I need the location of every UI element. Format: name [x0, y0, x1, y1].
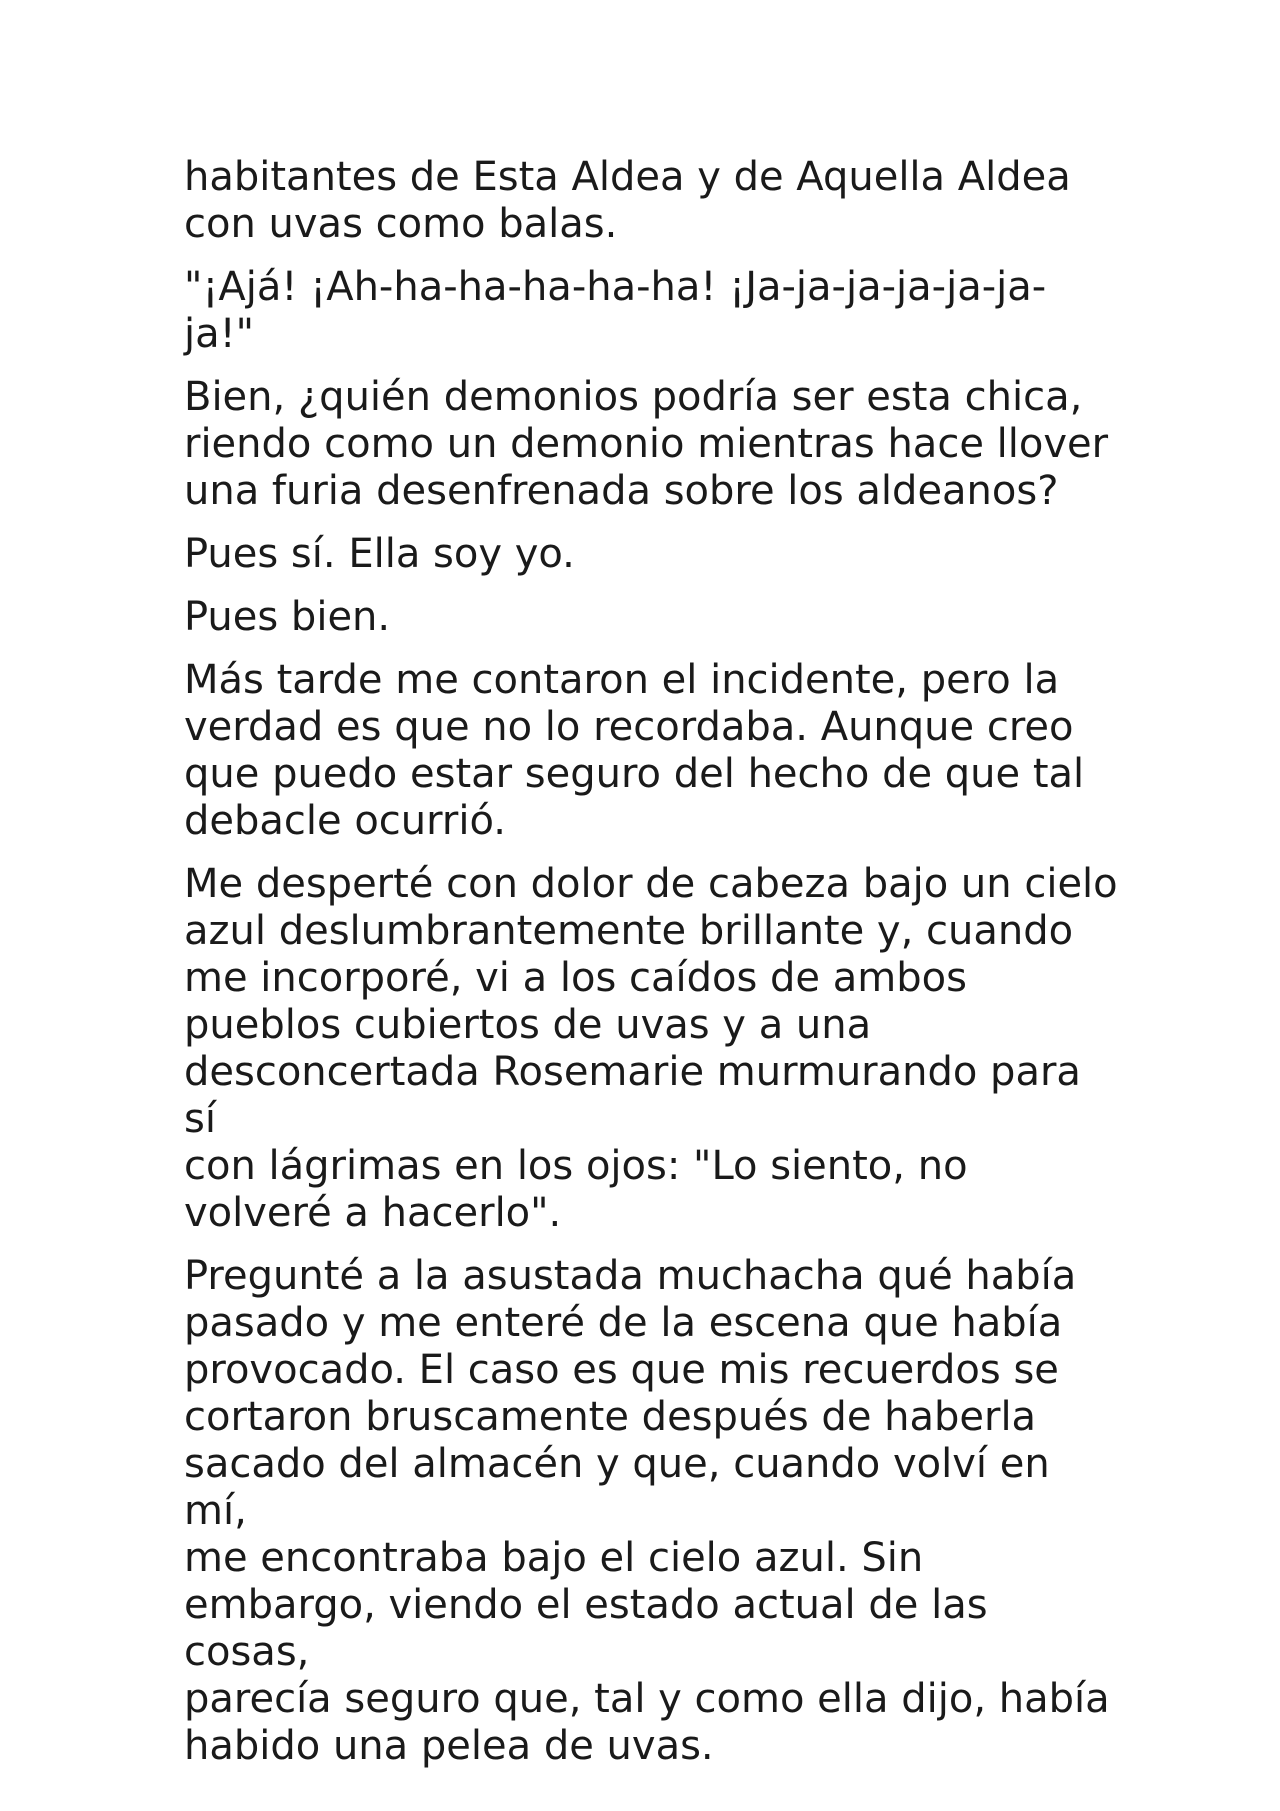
- paragraph: habitantes de Esta Aldea y de Aquella Aldea con uvas como balas.: [184, 154, 1071, 247]
- paragraph: Pregunté a la asustada muchacha qué había pasado y me enteré de la escena que había provocado. El caso es que mis recuerdos se cortaron bruscamente después de haberla sacado del almacén y que, cuando volví en mí, me encontraba bajo el cielo azul. Sin embargo, viendo el estado actual de las cosas, parecía seguro que, tal y como ella dijo, había habido una pelea de uvas.: [184, 1253, 1110, 1769]
- paragraph: Más tarde me contaron el incidente, pero la verdad es que no lo recordaba. Aunque creo que puedo estar seguro del hecho de que tal debacle ocurrió.: [184, 657, 1085, 844]
- body-text: [184, 154, 1124, 1786]
- paragraph: Me desperté con dolor de cabeza bajo un cielo azul deslumbrantemente brillante y, cuando me incorporé, vi a los caídos de ambos pueblos cubiertos de uvas y a una desconcertada Rosemarie murmurando para sí con lágrimas en los ojos: "Lo siento, no volveré a hacerlo".: [184, 861, 1118, 1236]
- paragraph: Pues bien.: [184, 594, 391, 640]
- paragraph: "¡Ajá! ¡Ah-ha-ha-ha-ha-ha! ¡Ja-ja-ja-ja-ja-ja- ja!": [184, 264, 1047, 357]
- paragraph: Pues sí. Ella soy yo.: [184, 531, 575, 577]
- paragraph: Bien, ¿quién demonios podría ser esta chica, riendo como un demonio mientras hace llover una furia desenfrenada sobre los aldeanos?: [184, 374, 1109, 514]
